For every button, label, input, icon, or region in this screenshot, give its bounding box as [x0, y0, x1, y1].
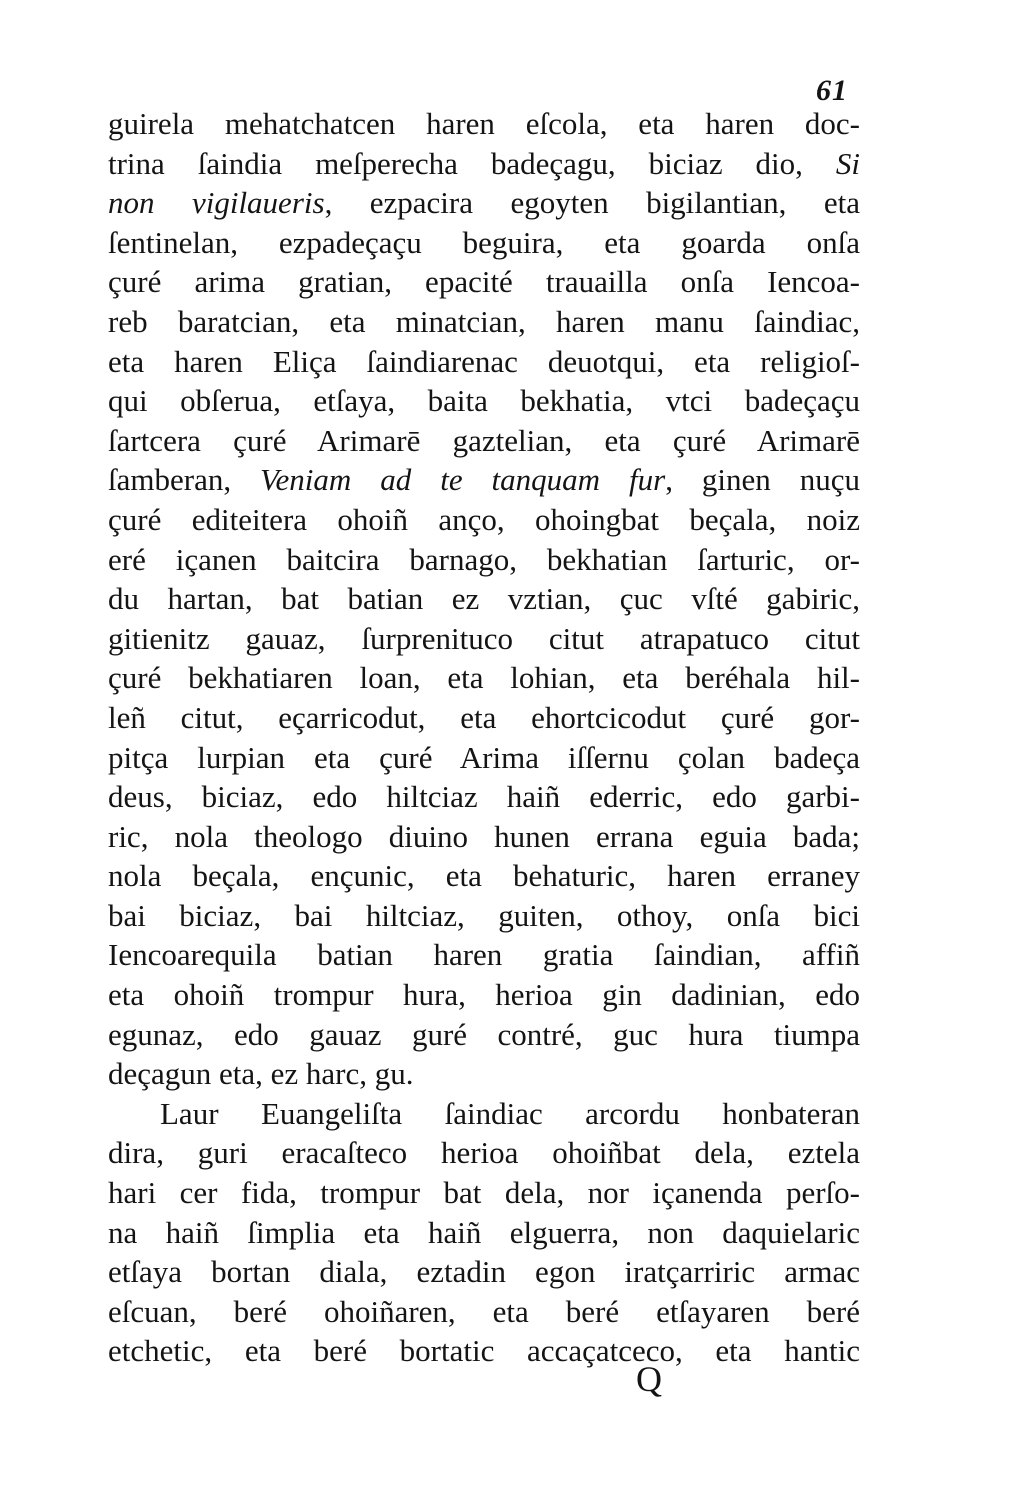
latin-quote: non vigilaueris — [108, 185, 325, 221]
text-line: bai biciaz, bai hiltciaz, guiten, othoy, onſa bici — [108, 897, 860, 933]
text-line: na haiñ ſimplia eta haiñ elguerra, non daquielaric — [108, 1214, 860, 1250]
text-line: hari cer fida, trompur bat dela, nor içanenda perſo- — [108, 1175, 860, 1211]
page-number: 61 — [816, 74, 848, 107]
text-line: dira, guri eracaſteco herioa ohoiñbat dela, eztela — [108, 1135, 860, 1171]
text-line: pitça lurpian eta çuré Arima iſſernu çolan badeça — [108, 739, 860, 775]
text-line: gitienitz gauaz, ſurprenituco citut atrapatuco citut — [108, 620, 860, 656]
latin-quote: Si — [835, 145, 860, 181]
text-line: ſentinelan, ezpadeçaçu beguira, eta goarda onſa — [108, 224, 860, 260]
text-line: eta ohoiñ trompur hura, herioa gin dadinian, edo — [108, 977, 860, 1013]
text-line: ſamberan, Veniam ad te tanquam fur, ginen nuçu — [108, 462, 861, 498]
text-line: qui obſerua, etſaya, baita bekhatia, vtci badeçaçu — [108, 383, 860, 419]
text-line: çuré arima gratian, epacité trauailla onſa Iencoa- — [108, 264, 860, 300]
text-line: nola beçala, ençunic, eta behaturic, haren erraney — [108, 858, 860, 894]
text-line: etſaya bortan diala, eztadin egon iratçarriric armac — [108, 1254, 860, 1290]
text-line: leñ citut, eçarricodut, eta ehortcicodut çuré gor- — [108, 699, 860, 735]
text-line: eta haren Eliça ſaindiarenac deuotqui, eta religioſ- — [108, 343, 860, 379]
text-line: du hartan, bat batian ez vztian, çuc vſté gabiric, — [108, 581, 860, 617]
body-text — [108, 104, 860, 1371]
text-line: etchetic, eta beré bortatic accaçatceco, eta hantic — [108, 1333, 860, 1369]
text-line: ric, nola theologo diuino hunen errana eguia bada; — [108, 818, 860, 854]
text-line: eſcuan, beré ohoiñaren, eta beré etſayaren beré — [108, 1293, 860, 1329]
paragraph-start-line: Laur Euangeliſta ſaindiac arcordu honbateran — [160, 1095, 860, 1131]
text-line: deus, biciaz, edo hiltciaz haiñ ederric, edo garbi- — [108, 779, 860, 815]
text-line: ſartcera çuré Arimarē gaztelian, eta çuré Arimarē — [108, 422, 860, 458]
latin-quote: Veniam ad te tanquam fur — [260, 462, 666, 498]
paragraph-end-line: deçagun eta, ez harc, gu. — [108, 1056, 414, 1092]
text-line: çuré bekhatiaren loan, eta lohian, eta beréhala hil- — [108, 660, 860, 696]
text-line: egunaz, edo gauaz guré contré, guc hura tiumpa — [108, 1016, 860, 1052]
text-line: trina ſaindia meſperecha badeçagu, biciaz dio, Si — [108, 145, 860, 181]
text-line: eré içanen baitcira barnago, bekhatian ſarturic, or- — [108, 541, 860, 577]
catchword: Q — [636, 1359, 664, 1399]
text-line: guirela mehatchatcen haren eſcola, eta haren doc- — [108, 106, 860, 141]
text-line: Iencoarequila batian haren gratia ſaindian, affiñ — [108, 937, 860, 973]
text-line: çuré editeitera ohoiñ anço, ohoingbat beçala, noiz — [108, 501, 860, 537]
text-line: non vigilaueris, ezpacira egoyten bigilantian, eta — [108, 185, 860, 221]
text-line: reb baratcian, eta minatcian, haren manu ſaindiac, — [108, 303, 860, 339]
